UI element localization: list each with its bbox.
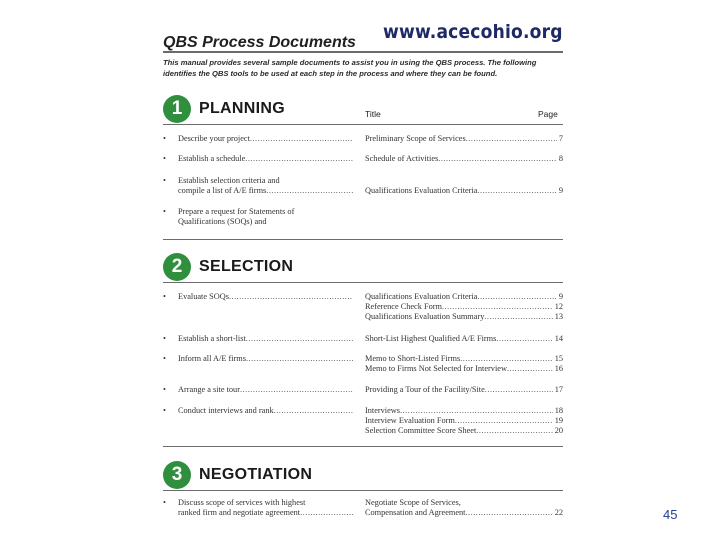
document-list [365, 334, 563, 344]
leader-dots [245, 154, 353, 164]
document-list [365, 292, 563, 322]
slide-number: 45 [663, 507, 678, 522]
page-ref: 14 [554, 334, 563, 343]
section-rule [163, 124, 563, 125]
page-ref: 12 [554, 302, 563, 311]
leader-dots [455, 416, 553, 426]
page-ref: 15 [554, 354, 563, 363]
bullet-icon: • [163, 207, 166, 216]
bullet-icon: • [163, 406, 166, 415]
document-title: Qualifications Evaluation Criteria [365, 186, 478, 195]
document-list [365, 498, 563, 518]
leader-dots [485, 385, 553, 395]
leader-dots [442, 302, 553, 312]
document-entry [365, 154, 563, 164]
document-title: Memo to Firms Not Selected for Interview [365, 364, 507, 373]
page-ref: 13 [554, 312, 563, 321]
step-text: Establish selection criteria and [178, 176, 280, 185]
step-text: Qualifications (SOQs) and [178, 217, 267, 226]
document-title: Qualifications Evaluation Summary [365, 312, 485, 321]
bullet-icon: • [163, 292, 166, 301]
section-header-negotiation [163, 460, 312, 490]
document-list [365, 134, 563, 144]
process-step [178, 406, 353, 416]
step-text: Describe your project [178, 134, 250, 143]
document-entry [365, 508, 563, 518]
leader-dots [466, 134, 557, 144]
document-list [365, 354, 563, 374]
document-entry [365, 292, 563, 302]
step-text: Establish a schedule [178, 154, 246, 163]
step-number-badge: 1 [163, 95, 191, 123]
document-entry [365, 385, 563, 395]
bullet-icon: • [163, 154, 166, 163]
document-entry [365, 416, 563, 426]
step-text: Discuss scope of services with highest [178, 498, 306, 507]
step-text: Prepare a request for Statements of [178, 207, 295, 216]
document-title: Reference Check Form [365, 302, 442, 311]
section-label: SELECTION [199, 258, 294, 275]
step-text: Inform all A/E firms [178, 354, 246, 363]
document-entry [365, 364, 563, 374]
step-text: compile a list of A/E firms [178, 186, 267, 195]
document-title: Interviews [365, 406, 401, 415]
process-step [178, 385, 353, 395]
bullet-icon: • [163, 354, 166, 363]
header-rule [163, 51, 563, 53]
page-ref: 19 [554, 416, 563, 425]
leader-dots [246, 354, 353, 364]
document-title: Compensation and Agreement [365, 508, 466, 517]
site-url: www.acecohio.org [383, 21, 563, 43]
section-rule [163, 490, 563, 491]
leader-dots [460, 354, 553, 364]
leader-dots [400, 406, 553, 416]
column-header-page: Page [538, 109, 558, 119]
section-rule [163, 282, 563, 283]
document-list [365, 406, 563, 436]
section-label: NEGOTIATION [199, 466, 313, 483]
process-step [178, 354, 353, 364]
page-ref: 20 [554, 426, 563, 435]
process-step [178, 176, 353, 196]
step-text: Evaluate SOQs [178, 292, 229, 301]
section-header-planning [163, 94, 285, 124]
step-text: Establish a short-list [178, 334, 246, 343]
document-title: Negotiate Scope of Services, [365, 498, 461, 507]
document-entry [365, 354, 563, 364]
process-step [178, 134, 353, 144]
section-header-selection [163, 252, 293, 282]
leader-dots [477, 292, 556, 302]
section-label: PLANNING [199, 100, 285, 117]
document-title: Schedule of Activities [365, 154, 439, 163]
process-step [178, 334, 353, 344]
document-entry [365, 498, 563, 508]
document-entry [365, 406, 563, 416]
page-ref: 18 [554, 406, 563, 415]
document-title: Selection Committee Score Sheet [365, 426, 477, 435]
bullet-icon: • [163, 385, 166, 394]
leader-dots [246, 334, 353, 344]
doc-title: QBS Process Documents [163, 34, 356, 51]
bullet-icon: • [163, 176, 166, 185]
column-header-title: Title [365, 109, 381, 119]
leader-dots [484, 312, 552, 322]
bullet-icon: • [163, 134, 166, 143]
document-entry [365, 334, 563, 344]
step-number-badge: 2 [163, 253, 191, 281]
document-entry [365, 186, 563, 196]
leader-dots [476, 426, 552, 436]
leader-dots [229, 292, 353, 302]
bullet-icon: • [163, 334, 166, 343]
leader-dots [274, 406, 353, 416]
process-step [178, 154, 353, 164]
document-list [365, 186, 563, 196]
document-title: Preliminary Scope of Services [365, 134, 466, 143]
step-text: ranked firm and negotiate agreement [178, 508, 301, 517]
step-number-badge: 3 [163, 461, 191, 489]
leader-dots [300, 508, 353, 518]
document-entry [365, 426, 563, 436]
page-ref: 7 [558, 134, 563, 143]
section-rule [163, 446, 563, 447]
process-step [178, 292, 353, 302]
document-entry [365, 302, 563, 312]
step-text: Arrange a site tour [178, 385, 240, 394]
document-title: Qualifications Evaluation Criteria [365, 292, 478, 301]
page-ref: 17 [554, 385, 563, 394]
document-entry [365, 134, 563, 144]
section-rule [163, 239, 563, 240]
page-ref: 9 [558, 292, 563, 301]
bullet-icon: • [163, 498, 166, 507]
process-step [178, 207, 353, 227]
leader-dots [250, 134, 353, 144]
document-title: Memo to Short-Listed Firms [365, 354, 461, 363]
leader-dots [477, 186, 556, 196]
document-list [365, 385, 563, 395]
page-ref: 16 [554, 364, 563, 373]
intro-text: This manual provides several sample documents to assist you in using the QBS process. The following identifies the QBS tools to be used at each step in the process and where they can be found. [163, 58, 537, 78]
leader-dots [507, 364, 553, 374]
leader-dots [240, 385, 353, 395]
document-title: Providing a Tour of the Facility/Site [365, 385, 485, 394]
leader-dots [496, 334, 552, 344]
process-step [178, 498, 353, 518]
page-ref: 8 [558, 154, 563, 163]
document-title: Interview Evaluation Form [365, 416, 455, 425]
document-entry [365, 312, 563, 322]
document-list [365, 154, 563, 164]
leader-dots [438, 154, 557, 164]
document-title: Short-List Highest Qualified A/E Firms [365, 334, 497, 343]
page-ref: 9 [558, 186, 563, 195]
leader-dots [465, 508, 552, 518]
page-ref: 22 [554, 508, 563, 517]
step-text: Conduct interviews and rank [178, 406, 274, 415]
leader-dots [266, 186, 353, 196]
